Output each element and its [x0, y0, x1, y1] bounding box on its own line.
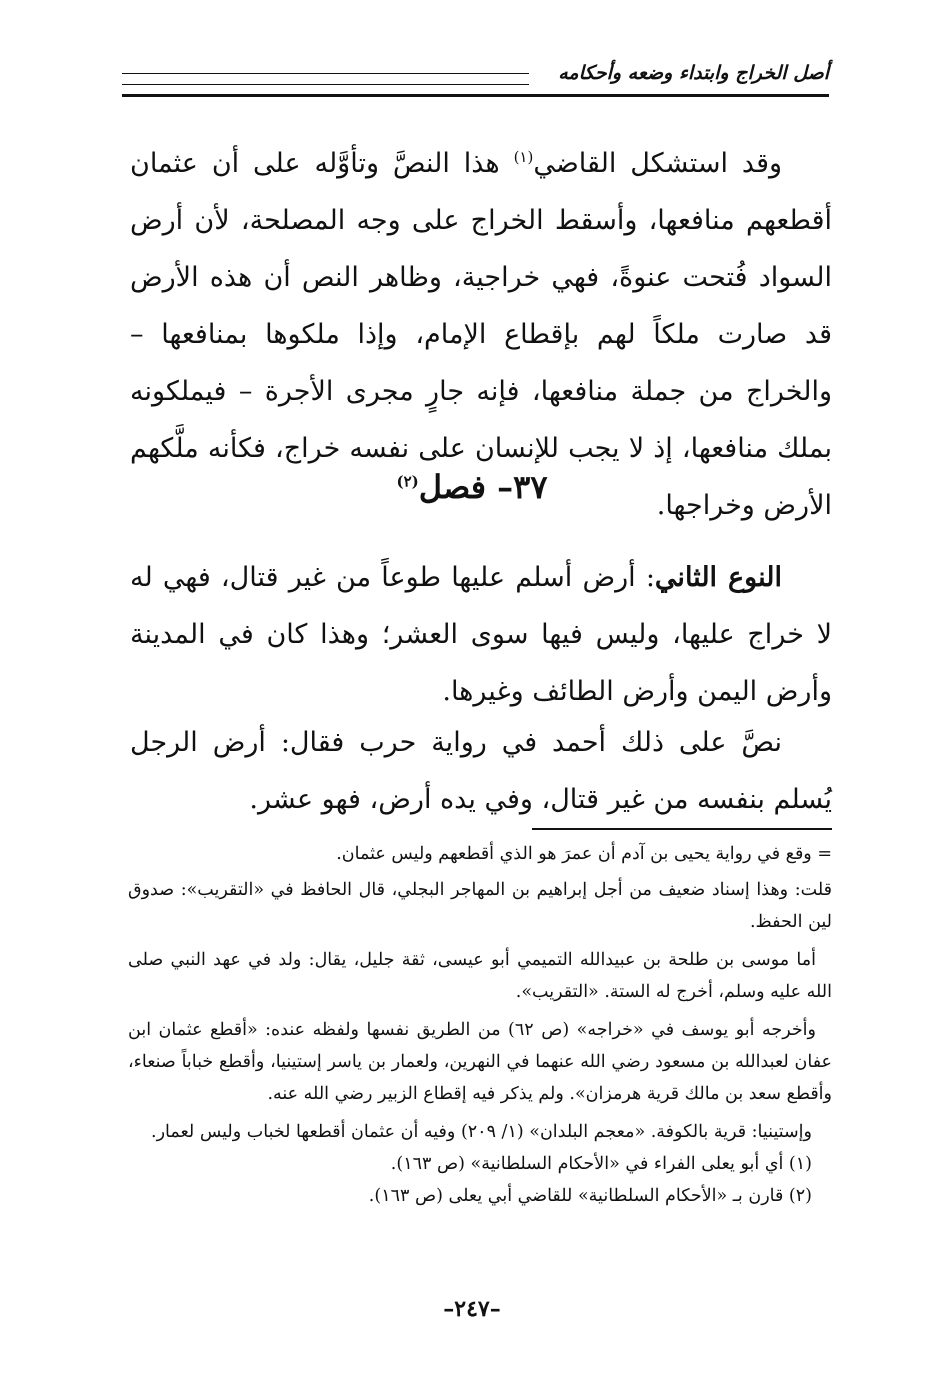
- footnote-paragraph: وأخرجه أبو يوسف في «خراجه» (ص ٦٢) من الطريق نفسها ولفظه عنده: «أقطع عثمان ابن عفان لعبدالله بن مسعود رضي الله عنهما في النهرين، ولعمار بن ياسر إستينيا، وأقطع خباباً صنعاء، وأقطع سعد بن مالك قرية هرمزان». ولم يذكر فيه إقطاع الزبير رضي الله عنه.: [128, 1020, 832, 1104]
- paragraph-2: [130, 549, 832, 720]
- footnote-paragraph: وإستينيا: قرية بالكوفة. «معجم البلدان» (١/ ٢٠٩) وفيه أن عثمان أقطعها لخباب وليس لعمار.: [151, 1122, 812, 1142]
- paragraph-1-lead: وقد استشكل القاضي: [533, 148, 783, 179]
- header-rule: [122, 94, 829, 97]
- footnote-continuation: = وقع في رواية يحيى بن آدم أن عمرَ هو الذي أقطعهم وليس عثمان.: [336, 844, 832, 864]
- footnote-paragraph: قلت: وهذا إسناد ضعيف من أجل إبراهيم بن المهاجر البجلي، قال الحافظ في «التقريب»: صدوق لين الحفظ.: [128, 880, 832, 932]
- footnote-list: [128, 1116, 832, 1212]
- footnote-paragraph: أما موسى بن طلحة بن عبيدالله التميمي أبو عيسى، ثقة جليل، يقال: ولد في عهد النبي صلى الله عليه وسلم، أخرج له الستة. «التقريب».: [128, 950, 832, 1002]
- page-number: –٢٤٧–: [443, 1296, 501, 1322]
- paragraph-3: نصَّ على ذلك أحمد في رواية حرب فقال: أرض الرجل يُسلم بنفسه من غير قتال، وفي يده أرض، فهو عشر.: [130, 727, 832, 815]
- footnote-ref-2: (٢): [396, 472, 419, 491]
- footnote-1: (١) أي أبو يعلى الفراء في «الأحكام السلطانية» (ص ١٦٣).: [390, 1154, 812, 1174]
- running-header: [122, 58, 829, 98]
- footnote-ref-1: (١): [513, 148, 534, 166]
- section-title: ٣٧– فصل: [418, 468, 548, 506]
- header-double-line: [122, 73, 529, 85]
- footnote-separator: [532, 828, 832, 830]
- paragraph-1-text: هذا النصَّ وتأوَّله على أن عثمان أقطعهم منافعها، وأسقط الخراج على وجه المصلحة، لأن أرض السواد فُتحت عنوةً، فهي خراجية، وظاهر النص أن هذه الأرض قد صارت ملكاً لهم بإقطاع الإمام، وإذا ملكوها بمنافعها – والخراج من جملة منافعها، فإنه جارٍ مجرى الأجرة – فيملكونه بملك منافعها، إذ لا يجب للإنسان على نفسه خراج، فكأنه ملَّكهم الأرض وخراجها.: [130, 148, 832, 521]
- paragraph-2-bold-lead: النوع الثاني: [654, 562, 782, 593]
- section-heading: [0, 468, 944, 506]
- footnotes: [128, 838, 832, 1212]
- header-title: أصل الخراج وابتداء وضعه وأحكامه: [558, 62, 829, 84]
- footnote-2: (٢) قارن بـ «الأحكام السلطانية» للقاضي أبي يعلى (ص ١٦٣).: [368, 1186, 812, 1206]
- paragraph-2-text: : أرض أسلم عليها طوعاً من غير قتال، فهي له لا خراج عليها، وليس فيها سوى العشر؛ وهذا كان في المدينة وأرض اليمن وأرض الطائف وغيرها.: [130, 562, 832, 707]
